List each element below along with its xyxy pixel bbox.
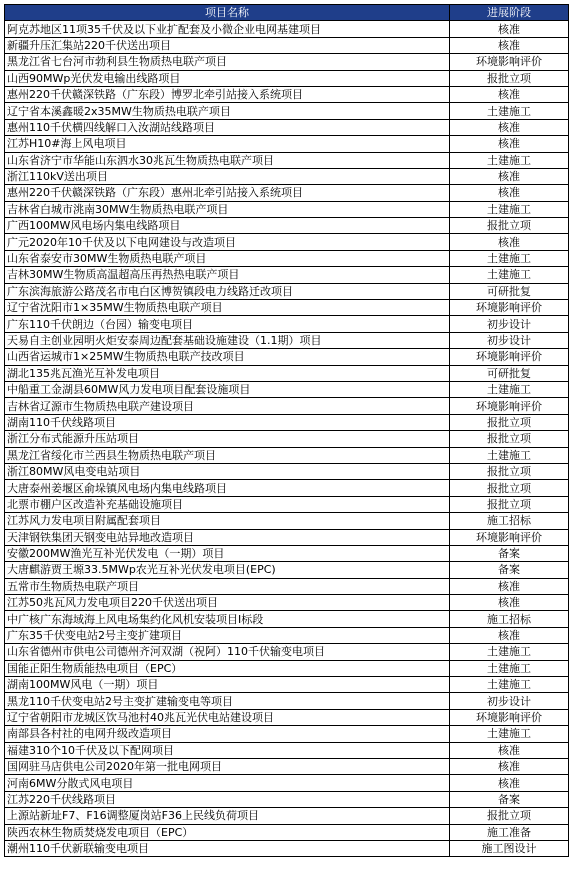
stage-cell: 土建施工	[450, 267, 569, 283]
project-name-cell: 大唐泰州姜堰区俞垛镇风电场内集电线路项目	[5, 480, 450, 496]
stage-cell: 核准	[450, 136, 569, 152]
stage-cell: 报批立项	[450, 480, 569, 496]
project-name-cell: 吉林30MW生物质高温超高压再热热电联产项目	[5, 267, 450, 283]
table-row	[5, 349, 569, 365]
stage-cell: 土建施工	[450, 103, 569, 119]
stage-cell: 核准	[450, 234, 569, 250]
table-row	[5, 742, 569, 758]
table-row	[5, 791, 569, 807]
stage-cell: 核准	[450, 595, 569, 611]
table-row	[5, 119, 569, 135]
table-row	[5, 103, 569, 119]
table-row	[5, 627, 569, 643]
project-name-cell: 南部县各村社的电网升级改造项目	[5, 726, 450, 742]
table-row	[5, 595, 569, 611]
project-name-cell: 吉林省白城市洮南30MW生物质热电联产项目	[5, 201, 450, 217]
table-row	[5, 611, 569, 627]
stage-cell: 报批立项	[450, 414, 569, 430]
stage-cell: 报批立项	[450, 808, 569, 824]
project-name-cell: 惠州110千伏横四线解口入汝湖站线路项目	[5, 119, 450, 135]
table-row	[5, 693, 569, 709]
project-name-cell: 山东省德州市供电公司德州齐河双湖（祝阿）110千伏输变电项目	[5, 644, 450, 660]
project-name-cell: 国网驻马店供电公司2020年第一批电网项目	[5, 758, 450, 774]
stage-cell: 可研批复	[450, 283, 569, 299]
project-name-cell: 天易自主创业园明火炬安泰周边配套基础设施建设（1.1期）项目	[5, 332, 450, 348]
project-name-cell: 山东省泰安市30MW生物质热电联产项目	[5, 250, 450, 266]
stage-cell: 施工招标	[450, 611, 569, 627]
stage-cell: 环境影响评价	[450, 529, 569, 545]
project-name-cell: 惠州220千伏赣深铁路（广东段）博罗北牵引站接入系统项目	[5, 86, 450, 102]
stage-cell: 报批立项	[450, 218, 569, 234]
project-name-cell: 辽宁省本溪鑫暖2x35MW生物质热电联产项目	[5, 103, 450, 119]
project-name-cell: 潮州110千伏新联输变电项目	[5, 840, 450, 856]
table-row	[5, 168, 569, 184]
table-row	[5, 529, 569, 545]
project-name-cell: 浙江110kV送出项目	[5, 168, 450, 184]
project-name-cell: 广元2020年10千伏及以下电网建设与改造项目	[5, 234, 450, 250]
stage-cell: 报批立项	[450, 496, 569, 512]
table-row	[5, 185, 569, 201]
column-header-project-name: 项目名称	[5, 5, 450, 21]
table-row	[5, 758, 569, 774]
project-name-cell: 广东滨海旅游公路茂名市电白区博贺镇段电力线路迁改项目	[5, 283, 450, 299]
project-name-cell: 湖南100MW风电（一期）项目	[5, 677, 450, 693]
stage-cell: 报批立项	[450, 70, 569, 86]
table-row	[5, 381, 569, 397]
table-row	[5, 365, 569, 381]
project-name-cell: 陕西农林生物质焚烧发电项目（EPC）	[5, 824, 450, 840]
stage-cell: 土建施工	[450, 677, 569, 693]
project-name-cell: 上源站新址F7、F16调整厦岗站F36上民线负荷项目	[5, 808, 450, 824]
table-row	[5, 86, 569, 102]
project-name-cell: 河南6MW分散式风电项目	[5, 775, 450, 791]
stage-cell: 核准	[450, 86, 569, 102]
project-name-cell: 江苏风力发电项目附属配套项目	[5, 513, 450, 529]
project-name-cell: 惠州220千伏赣深铁路（广东段）惠州北牵引站接入系统项目	[5, 185, 450, 201]
table-row	[5, 496, 569, 512]
table-row	[5, 250, 569, 266]
stage-cell: 土建施工	[450, 381, 569, 397]
stage-cell: 环境影响评价	[450, 54, 569, 70]
stage-cell: 核准	[450, 168, 569, 184]
stage-cell: 备案	[450, 545, 569, 561]
stage-cell: 土建施工	[450, 726, 569, 742]
stage-cell: 初步设计	[450, 332, 569, 348]
stage-cell: 初步设计	[450, 693, 569, 709]
table-row	[5, 775, 569, 791]
stage-cell: 核准	[450, 578, 569, 594]
stage-cell: 报批立项	[450, 463, 569, 479]
table-row	[5, 677, 569, 693]
project-name-cell: 山西省运城市1×25MW生物质热电联产技改项目	[5, 349, 450, 365]
project-name-cell: 北票市棚户区改造补充基础设施项目	[5, 496, 450, 512]
project-name-cell: 广东110千伏朗边（台园）输变电项目	[5, 316, 450, 332]
project-name-cell: 湖北135兆瓦渔光互补发电项目	[5, 365, 450, 381]
table-row	[5, 463, 569, 479]
stage-cell: 环境影响评价	[450, 709, 569, 725]
project-name-cell: 山东省济宁市华能山东泗水30兆瓦生物质热电联产项目	[5, 152, 450, 168]
table-row	[5, 316, 569, 332]
stage-cell: 核准	[450, 742, 569, 758]
table-row	[5, 70, 569, 86]
stage-cell: 核准	[450, 37, 569, 53]
stage-cell: 核准	[450, 627, 569, 643]
table-row	[5, 447, 569, 463]
stage-cell: 施工图设计	[450, 840, 569, 856]
project-name-cell: 吉林省辽源市生物质热电联产建设项目	[5, 398, 450, 414]
stage-cell: 核准	[450, 185, 569, 201]
table-row	[5, 267, 569, 283]
table-row	[5, 431, 569, 447]
table-row	[5, 300, 569, 316]
project-name-cell: 湖南110千伏线路项目	[5, 414, 450, 430]
project-name-cell: 天津钢铁集团天钢变电站异地改造项目	[5, 529, 450, 545]
project-name-cell: 江苏H10#海上风电项目	[5, 136, 450, 152]
table-row	[5, 726, 569, 742]
project-name-cell: 山西90MWp光伏发电输出线路项目	[5, 70, 450, 86]
table-row	[5, 332, 569, 348]
stage-cell: 土建施工	[450, 660, 569, 676]
project-name-cell: 辽宁省沈阳市1×35MW生物质热电联产项目	[5, 300, 450, 316]
stage-cell: 环境影响评价	[450, 300, 569, 316]
table-row	[5, 644, 569, 660]
stage-cell: 土建施工	[450, 250, 569, 266]
project-name-cell: 广西100MW风电场内集电线路项目	[5, 218, 450, 234]
table-row	[5, 136, 569, 152]
stage-cell: 环境影响评价	[450, 349, 569, 365]
project-name-cell: 五常市生物质热电联产项目	[5, 578, 450, 594]
stage-cell: 土建施工	[450, 152, 569, 168]
project-name-cell: 新疆升压汇集站220千伏送出项目	[5, 37, 450, 53]
project-name-cell: 黑龙江省七台河市勃利县生物质热电联产项目	[5, 54, 450, 70]
table-row	[5, 414, 569, 430]
table-row	[5, 201, 569, 217]
stage-cell: 初步设计	[450, 316, 569, 332]
table-row	[5, 578, 569, 594]
stage-cell: 报批立项	[450, 431, 569, 447]
project-name-cell: 广东35千伏变电站2号主变扩建项目	[5, 627, 450, 643]
stage-cell: 备案	[450, 791, 569, 807]
table-row	[5, 480, 569, 496]
table-row	[5, 808, 569, 824]
stage-cell: 核准	[450, 758, 569, 774]
table-row	[5, 824, 569, 840]
stage-cell: 环境影响评价	[450, 398, 569, 414]
project-name-cell: 福建310个10千伏及以下配网项目	[5, 742, 450, 758]
stage-cell: 施工招标	[450, 513, 569, 529]
projects-table-container	[4, 4, 568, 857]
table-row	[5, 660, 569, 676]
project-name-cell: 国能正阳生物质能热电项目（EPC）	[5, 660, 450, 676]
table-row	[5, 21, 569, 37]
table-row	[5, 562, 569, 578]
table-row	[5, 234, 569, 250]
project-name-cell: 江苏220千伏线路项目	[5, 791, 450, 807]
project-name-cell: 黑龙江省绥化市兰西县生物质热电联产项目	[5, 447, 450, 463]
project-name-cell: 安徽200MW渔光互补光伏发电（一期）项目	[5, 545, 450, 561]
stage-cell: 核准	[450, 119, 569, 135]
stage-cell: 备案	[450, 562, 569, 578]
stage-cell: 可研批复	[450, 365, 569, 381]
project-name-cell: 中船重工金湖县60MW风力发电项目配套设施项目	[5, 381, 450, 397]
table-row	[5, 398, 569, 414]
project-name-cell: 中广核广东海域海上风电场集约化风机安装项目I标段	[5, 611, 450, 627]
table-row	[5, 840, 569, 856]
project-name-cell: 大唐麒游贾王塬33.5MWp农光互补光伏发电项目(EPC)	[5, 562, 450, 578]
project-name-cell: 黑龙110千伏变电站2号主变扩建输变电等项目	[5, 693, 450, 709]
table-row	[5, 283, 569, 299]
project-name-cell: 阿克苏地区11项35千伏及以下业扩配套及小微企业电网基建项目	[5, 21, 450, 37]
stage-cell: 核准	[450, 775, 569, 791]
table-header-row	[5, 5, 569, 21]
project-name-cell: 江苏50兆瓦风力发电项目220千伏送出项目	[5, 595, 450, 611]
stage-cell: 土建施工	[450, 644, 569, 660]
table-row	[5, 513, 569, 529]
stage-cell: 土建施工	[450, 447, 569, 463]
projects-table	[4, 4, 569, 857]
project-name-cell: 浙江分布式能源升压站项目	[5, 431, 450, 447]
stage-cell: 施工准备	[450, 824, 569, 840]
table-row	[5, 54, 569, 70]
table-body	[5, 21, 569, 857]
project-name-cell: 浙江80MW风电变电站项目	[5, 463, 450, 479]
table-row	[5, 152, 569, 168]
table-row	[5, 709, 569, 725]
stage-cell: 核准	[450, 21, 569, 37]
table-row	[5, 545, 569, 561]
project-name-cell: 辽宁省朝阳市龙城区饮马池村40兆瓦光伏电站建设项目	[5, 709, 450, 725]
stage-cell: 土建施工	[450, 201, 569, 217]
column-header-stage: 进展阶段	[450, 5, 569, 21]
table-row	[5, 218, 569, 234]
table-row	[5, 37, 569, 53]
